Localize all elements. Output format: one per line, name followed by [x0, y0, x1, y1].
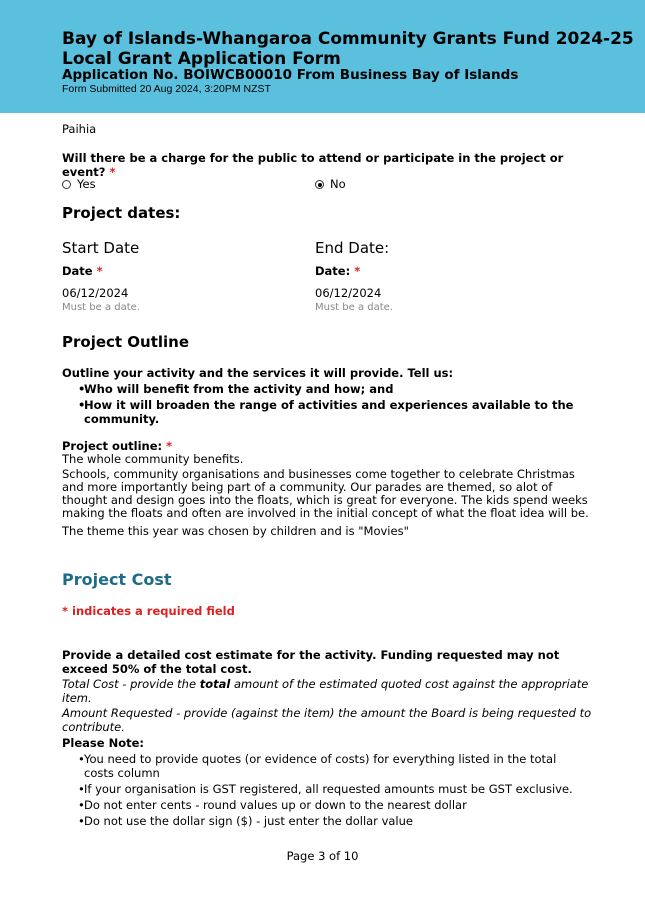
end-date-label-text: Date: — [315, 264, 351, 278]
note-text: You need to provide quotes (or evidence of costs) for everything listed in the total — [84, 752, 557, 766]
project-outline-heading: Project Outline — [62, 333, 190, 351]
list-item: • Do not use the dollar sign ($) - just enter the dollar value — [78, 814, 413, 828]
start-date-hint: Must be a date. — [62, 302, 140, 313]
please-note-heading: Please Note: — [62, 736, 144, 750]
total-cost-line1 — [62, 677, 588, 691]
page-number: Page 3 of 10 — [286, 849, 359, 863]
charge-question-line2 — [62, 165, 563, 179]
outline-field-label-text: Project outline: — [62, 439, 163, 453]
total-cost-pre: Total Cost - provide the — [62, 677, 200, 691]
project-cost-heading: Project Cost — [62, 570, 172, 589]
note-text: Do not use the dollar sign ($) - just enter the dollar value — [84, 814, 413, 828]
form-title-line1: Bay of Islands-Whangaroa Community Grants Fund 2024-25 — [62, 29, 634, 49]
option-no-label: No — [330, 177, 346, 191]
form-header — [0, 0, 645, 113]
cost-instruction-line2: exceed 50% of the total cost. — [62, 662, 252, 676]
outline-answer-first: The whole community benefits. — [62, 452, 244, 466]
required-mark: * — [354, 264, 361, 278]
charge-option-no[interactable] — [315, 177, 346, 191]
amount-line2: contribute. — [62, 720, 125, 734]
bullet-text: How it will broaden the range of activities and experiences available to the — [84, 398, 574, 412]
paragraph-line: and more importantly being part of a community. Our parades are themed, so alot of — [62, 480, 553, 494]
start-date-label-text: Date — [62, 264, 93, 278]
start-date-label — [62, 264, 103, 278]
list-item-continuation — [62, 766, 582, 780]
option-yes-label: Yes — [77, 177, 96, 191]
charge-question-text: event? — [62, 165, 106, 179]
required-mark: * — [166, 439, 173, 453]
required-mark: * — [96, 264, 103, 278]
outline-bullets — [62, 382, 582, 426]
start-date-value: 06/12/2024 — [62, 286, 129, 300]
cost-notes — [62, 752, 582, 828]
cost-instruction — [62, 648, 559, 676]
outline-answer-last: The theme this year was chosen by children and is "Movies" — [62, 524, 409, 538]
amount-line1: Amount Requested - provide (against the item) the amount the Board is being requested to — [62, 706, 592, 720]
outline-instruction: Outline your activity and the services it will provide. Tell us: — [62, 366, 454, 380]
charge-option-yes[interactable] — [62, 177, 96, 191]
paragraph-line: making the floats and often are involved in the initial concept of what the float idea will be. — [62, 506, 589, 520]
end-date-heading: End Date: — [315, 239, 390, 257]
note-text: Do not enter cents - round values up or down to the nearest dollar — [84, 798, 467, 812]
project-dates-heading: Project dates: — [62, 204, 181, 222]
end-date-label — [315, 264, 360, 278]
paragraph-line: Schools, community organisations and businesses come together to celebrate Christmas — [62, 467, 575, 481]
application-number: Application No. BOIWCB00010 From Business Bay of Islands — [62, 67, 519, 83]
outline-answer-paragraph — [62, 468, 589, 520]
list-item: • If your organisation is GST registered, all requested amounts must be GST exclusive. — [78, 782, 573, 796]
total-cost-note — [62, 677, 588, 705]
paragraph-line: thought and design goes into the floats, which is great for everyone. The kids spend weeks — [62, 493, 588, 507]
outline-field-label — [62, 439, 172, 453]
list-item-continuation — [62, 412, 582, 426]
list-item: • Do not enter cents - round values up or down to the nearest dollar — [78, 798, 467, 812]
cost-instruction-line1: Provide a detailed cost estimate for the activity. Funding requested may not — [62, 648, 560, 662]
total-cost-line2: item. — [62, 691, 92, 705]
required-field-note: * indicates a required field — [62, 604, 235, 618]
bullet-text: community. — [84, 412, 160, 426]
list-item: • You need to provide quotes (or evidence of costs) for everything listed in the total — [78, 752, 557, 766]
charge-question-line1: Will there be a charge for the public to attend or participate in the project or — [62, 151, 564, 165]
end-date-hint: Must be a date. — [315, 302, 393, 313]
radio-selected-icon[interactable] — [315, 180, 324, 189]
form-title-line2: Local Grant Application Form — [62, 49, 341, 69]
total-cost-post: amount of the estimated quoted cost against the appropriate — [230, 677, 589, 691]
charge-question-label — [62, 151, 563, 179]
end-date-value: 06/12/2024 — [315, 286, 382, 300]
radio-unselected-icon[interactable] — [62, 180, 71, 189]
note-text: If your organisation is GST registered, all requested amounts must be GST exclusive. — [84, 782, 573, 796]
list-item: • How it will broaden the range of activities and experiences available to the — [78, 398, 574, 412]
required-mark: * — [109, 165, 116, 179]
amount-requested-note — [62, 706, 591, 734]
location-value: Paihia — [62, 122, 97, 136]
submitted-timestamp: Form Submitted 20 Aug 2024, 3:20PM NZST — [62, 83, 271, 95]
note-text: costs column — [84, 766, 160, 780]
total-cost-em: total — [199, 677, 231, 691]
list-item: • Who will benefit from the activity and how; and — [78, 382, 394, 396]
bullet-text: Who will benefit from the activity and how; and — [84, 382, 394, 396]
start-date-heading: Start Date — [62, 239, 140, 257]
